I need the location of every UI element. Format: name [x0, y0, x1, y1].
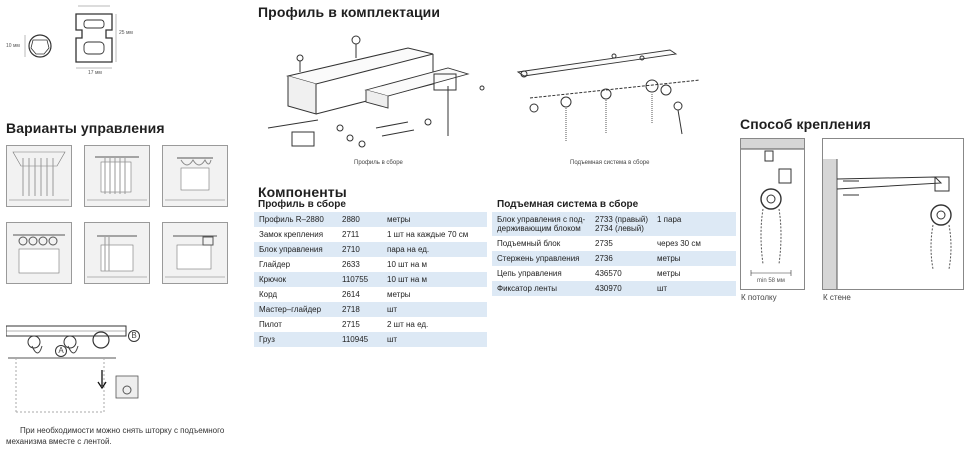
component-qty: метры: [382, 212, 487, 227]
control-variant-thumb-6: [162, 222, 228, 284]
component-name: Блок управления: [254, 242, 337, 257]
caption-lift-system: Подъемная система в сборе: [570, 160, 650, 166]
lift-system-subtitle: Подъемная система в сборе: [497, 199, 639, 210]
component-name: Фиксатор ленты: [492, 281, 590, 296]
profile-cross-section-drawing: [0, 0, 140, 80]
table-row: [254, 302, 487, 317]
component-code: 430970: [590, 281, 652, 296]
dimension-height-label: 25 мм: [119, 30, 133, 36]
component-code: 2711: [337, 227, 382, 242]
wall-mount-frame: [822, 138, 964, 290]
control-variant-thumb-2: [84, 145, 150, 207]
component-qty: шт: [382, 332, 487, 347]
min-clearance-label: min 58 мм: [757, 278, 785, 284]
component-code: 2633: [337, 257, 382, 272]
lift-system-drawing: [510, 38, 705, 160]
component-qty: 10 шт на м: [382, 272, 487, 287]
table-row: [492, 236, 736, 251]
component-name: Корд: [254, 287, 337, 302]
component-qty: метры: [652, 251, 736, 266]
component-code: 2718: [337, 302, 382, 317]
component-qty: пара на ед.: [382, 242, 487, 257]
component-code: 2710: [337, 242, 382, 257]
component-code: 2735: [590, 236, 652, 251]
table-row: [492, 251, 736, 266]
component-name: Глайдер: [254, 257, 337, 272]
table-row: [254, 242, 487, 257]
component-code: [590, 212, 652, 236]
table-row: [254, 272, 487, 287]
component-code-line2: 2734 (левый): [595, 224, 644, 233]
component-qty: метры: [652, 266, 736, 281]
component-code: 2715: [337, 317, 382, 332]
component-name: Цепь управления: [492, 266, 590, 281]
table-row: [254, 257, 487, 272]
dimension-diameter-label: 10 мм: [6, 43, 20, 49]
profile-assembly-drawing: [258, 24, 498, 158]
component-qty: шт: [652, 281, 736, 296]
table-row: [254, 227, 487, 242]
component-qty: 1 шт на каждые 70 см: [382, 227, 487, 242]
component-qty: через 30 см: [652, 236, 736, 251]
component-name: Пилот: [254, 317, 337, 332]
component-name: Замок крепления: [254, 227, 337, 242]
component-qty: метры: [382, 287, 487, 302]
component-qty: 2 шт на ед.: [382, 317, 487, 332]
table-row: [492, 266, 736, 281]
label-b: B: [128, 330, 140, 342]
component-code: 436570: [590, 266, 652, 281]
control-variant-thumb-5: [84, 222, 150, 284]
component-code: 2736: [590, 251, 652, 266]
component-qty: шт: [382, 302, 487, 317]
component-code: 2614: [337, 287, 382, 302]
control-variant-thumb-4: [6, 222, 72, 284]
component-qty: 10 шт на м: [382, 257, 487, 272]
component-name: Мастер–глайдер: [254, 302, 337, 317]
component-name: Крючок: [254, 272, 337, 287]
control-note-line1: При необходимости можно снять шторку с подъемного: [20, 426, 225, 435]
component-name: Груз: [254, 332, 337, 347]
control-variant-thumb-1: [6, 145, 72, 207]
caption-profile-assembly: Профиль в сборе: [354, 160, 403, 166]
lift-components-table: [492, 212, 736, 296]
label-a: A: [55, 345, 67, 357]
table-row: [254, 332, 487, 347]
table-row: [254, 212, 487, 227]
wall-mount-label: К стене: [823, 293, 851, 302]
control-note-line2: механизма вместе с лентой.: [6, 437, 112, 446]
component-name: Подъемный блок: [492, 236, 590, 251]
table-row: [254, 287, 487, 302]
ceiling-mount-frame: [740, 138, 805, 290]
table-row: [492, 281, 736, 296]
mounting-title: Способ крепления: [740, 116, 871, 132]
component-code-line1: 2733 (правый): [595, 215, 649, 224]
control-variants-title: Варианты управления: [6, 120, 165, 136]
component-code: 110755: [337, 272, 382, 287]
component-name-line1: Блок управления с под-: [497, 215, 586, 224]
component-qty: 1 пара: [652, 212, 736, 236]
component-name: Стержень управления: [492, 251, 590, 266]
ceiling-mount-label: К потолку: [741, 293, 777, 302]
profile-assembly-subtitle: Профиль в сборе: [258, 199, 346, 210]
profile-kit-title: Профиль в комплектации: [258, 4, 441, 20]
table-row: [254, 317, 487, 332]
table-row: [492, 212, 736, 236]
profile-components-table: [254, 212, 487, 347]
component-name: [492, 212, 590, 236]
dimension-width-label: 17 мм: [88, 70, 102, 76]
component-code: 110945: [337, 332, 382, 347]
components-title: Компоненты: [258, 184, 347, 200]
component-name: Профиль R–2880: [254, 212, 337, 227]
component-name-line2: держивающим блоком: [497, 224, 581, 233]
component-code: 2880: [337, 212, 382, 227]
control-variant-thumb-3: [162, 145, 228, 207]
